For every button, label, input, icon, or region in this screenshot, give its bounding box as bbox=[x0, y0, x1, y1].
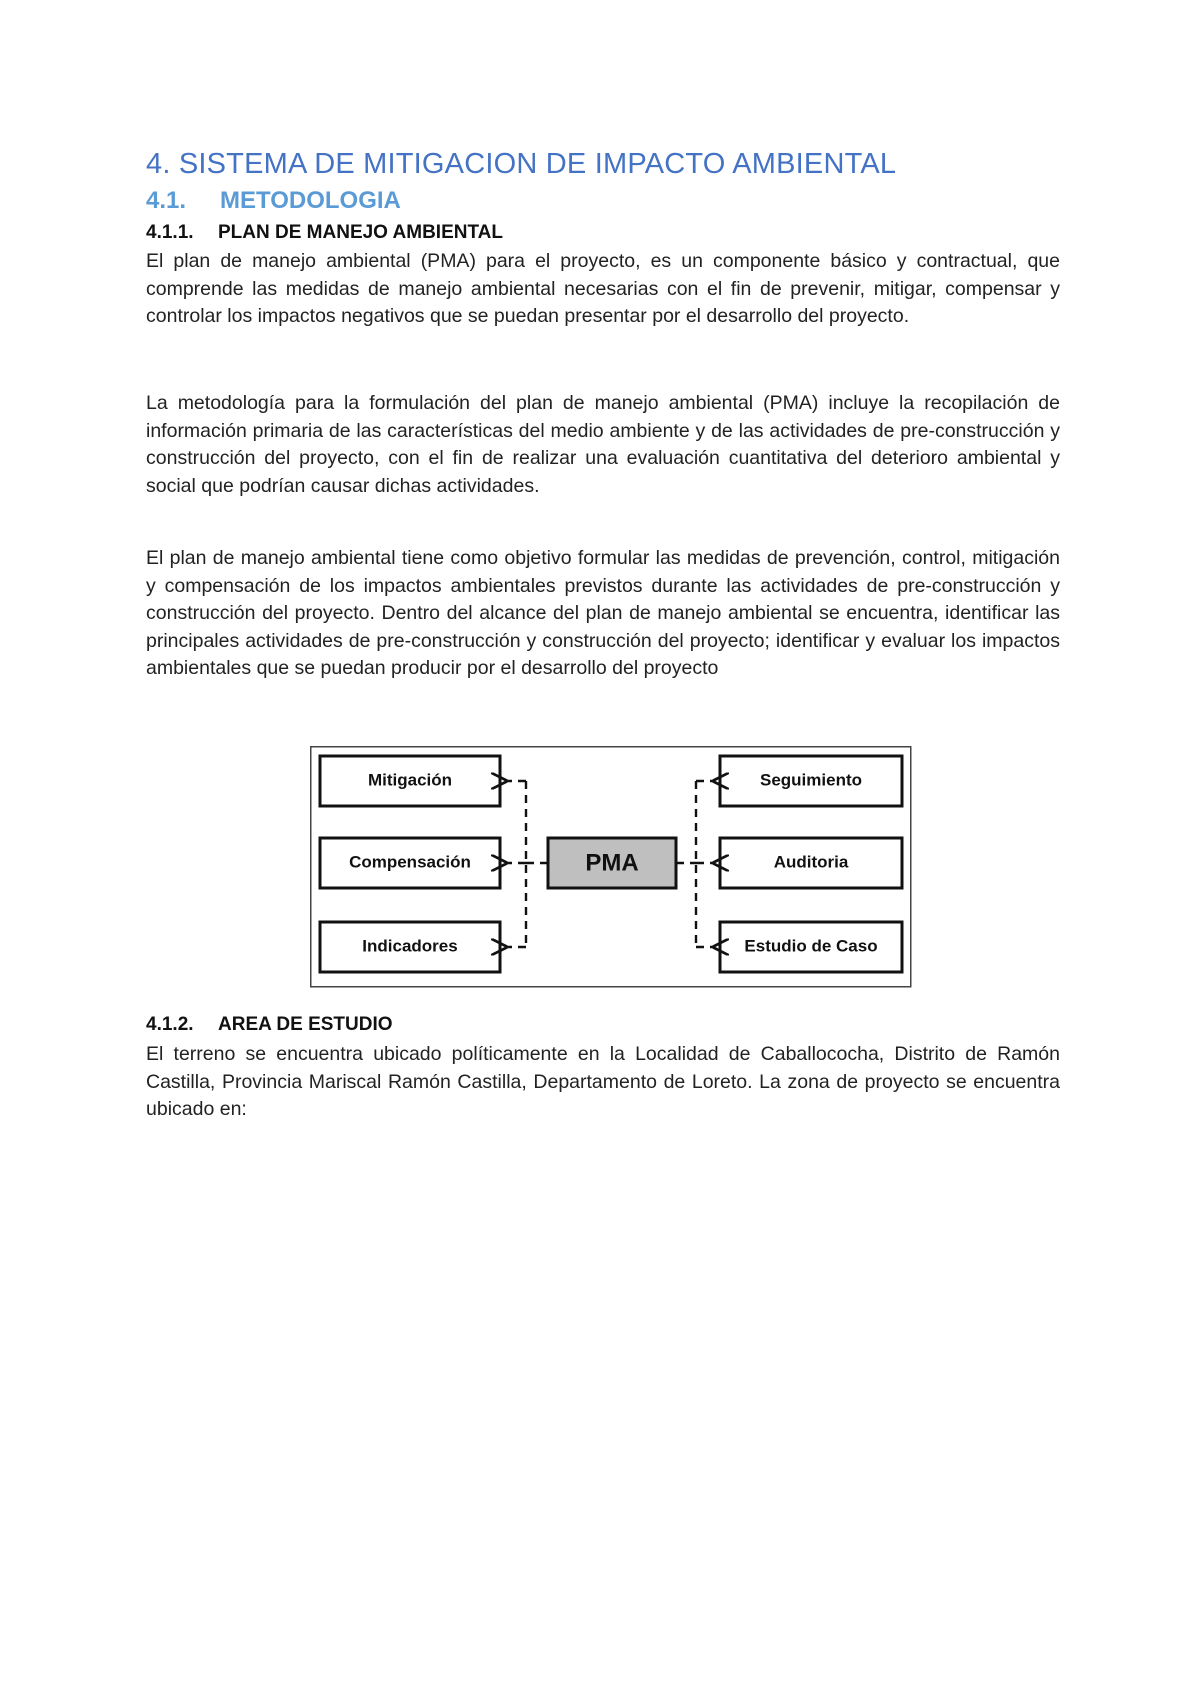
heading-3-area-title: AREA DE ESTUDIO bbox=[218, 1014, 393, 1035]
paragraph-pma-3: El plan de manejo ambiental tiene como objetivo formular las medidas de prevención, control, mitigación y compensación de los impactos ambientales previstos durante las actividades de pre-construcción y construcción del proyecto. Dentro del alcance del plan de manejo ambiental se encuentra, identificar las principales actividades de pre-construcción y construcción del proyecto; identificar y evaluar los impactos ambientales que se puedan producir por el desarrollo del proyecto bbox=[146, 547, 1060, 680]
left-box-1-label: Mitigación bbox=[367, 770, 453, 790]
heading-3-area-number: 4.1.2. bbox=[146, 1014, 194, 1035]
paragraph-area: El terreno se encuentra ubicado políticamente en la Localidad de Caballococha, Distrito de Ramón Castilla, Provincia Mariscal Ramón Castilla, Departamento de Loreto. La zona de proyecto se encuentra ubicado en: bbox=[146, 1043, 1060, 1121]
right-box-2 bbox=[720, 838, 902, 888]
heading-2-title: METODOLOGIA bbox=[220, 187, 401, 214]
left-box-3-label: Indicadores bbox=[362, 936, 458, 956]
left-box-2 bbox=[320, 838, 500, 888]
right-box-1-label: Seguimiento bbox=[759, 770, 863, 790]
paragraph-pma-2: La metodología para la formulación del plan de manejo ambiental (PMA) incluye la recopilación de información primaria de las características del medio ambiente y de las actividades de pre-construcción y construcción del proyecto, con el fin de realizar una evaluación cuantitativa del deterioro ambiental y social que podrían causar dichas actividades. bbox=[146, 392, 1060, 497]
center-box bbox=[548, 838, 676, 888]
left-box-3 bbox=[320, 922, 500, 972]
left-box-1 bbox=[320, 756, 500, 806]
right-box-3 bbox=[720, 922, 902, 972]
heading-3-pma-number: 4.1.1. bbox=[146, 222, 194, 243]
heading-3-pma bbox=[146, 221, 503, 245]
heading-1: 4. SISTEMA DE MITIGACION DE IMPACTO AMBIENTAL bbox=[146, 148, 897, 180]
heading-2 bbox=[146, 186, 401, 216]
center-box-label: PMA bbox=[585, 849, 639, 877]
right-box-2-label: Auditoria bbox=[773, 852, 849, 872]
heading-2-number: 4.1. bbox=[146, 187, 187, 214]
heading-3-pma-title: PLAN DE MANEJO AMBIENTAL bbox=[218, 222, 503, 243]
right-box-1 bbox=[720, 756, 902, 806]
paragraph-pma-1: El plan de manejo ambiental (PMA) para el proyecto, es un componente básico y contractual, que comprende las medidas de manejo ambiental necesarias con el fin de prevenir, mitigar, compensar y controlar los impactos negativos que se puedan presentar por el desarrollo del proyecto. bbox=[146, 250, 1060, 328]
heading-3-area bbox=[146, 1013, 393, 1037]
pma-diagram bbox=[310, 746, 912, 988]
right-box-3-label: Estudio de Caso bbox=[744, 936, 878, 956]
left-box-2-label: Compensación bbox=[349, 852, 471, 872]
